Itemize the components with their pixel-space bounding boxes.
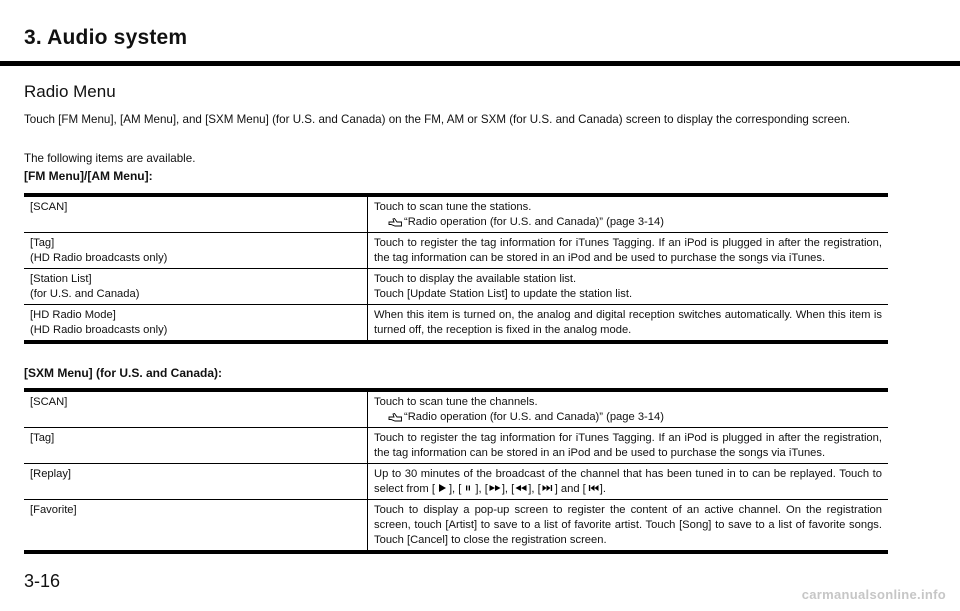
reference-text: “Radio operation (for U.S. and Canada)” (page 3-14) [404, 216, 664, 228]
item-label: [Favorite] [30, 504, 77, 516]
item-label: [Station List] [30, 273, 92, 285]
separator-text: ], [ [448, 483, 462, 495]
item-label-note: (HD Radio broadcasts only) [30, 324, 168, 336]
and-text: ] and [ [554, 483, 586, 495]
item-label-note: (for U.S. and Canada) [30, 288, 140, 300]
header-rule [0, 61, 960, 66]
item-description: Touch to register the tag information for iTunes Tagging. If an iPod is plugged in after the registration, the tag information can be stored in an iPod and be used to purchase the songs via iTunes. [374, 432, 882, 459]
item-description: Touch to register the tag information for iTunes Tagging. If an iPod is plugged in after the registration, the tag information can be stored in an iPod and be used to purchase the songs via iTunes. [374, 237, 882, 264]
table-row [24, 500, 888, 553]
item-description: Touch to scan tune the channels. [374, 396, 538, 408]
intro-paragraph: Touch [FM Menu], [AM Menu], and [SXM Menu] (for U.S. and Canada) on the FM, AM or SXM (for U.S. and Canada) screen to display the corresponding screen. [24, 113, 851, 126]
end-text: ]. [599, 483, 607, 495]
table-row [24, 269, 888, 305]
table-row [24, 428, 888, 464]
skip-next-icon [541, 483, 555, 493]
page-reference[interactable] [374, 410, 882, 425]
page-number: 3-16 [24, 571, 61, 591]
item-label: [Tag] [30, 237, 55, 249]
item-label: [HD Radio Mode] [30, 309, 116, 321]
item-label-note: (HD Radio broadcasts only) [30, 252, 168, 264]
item-description: Up to 30 minutes of the broadcast of the channel that has been tuned in to can be replayed. Touch to select from [ [374, 468, 882, 495]
skip-previous-icon [586, 483, 600, 493]
items-note: The following items are available. [24, 152, 196, 165]
watermark: carmanualsonline.info [801, 587, 946, 602]
page-reference[interactable] [374, 215, 882, 230]
item-description: When this item is turned on, the analog and digital reception switches automatically. When this item is turned off, the reception is fixed in the analog mode. [374, 309, 882, 336]
sxm-menu-heading: [SXM Menu] (for U.S. and Canada): [24, 366, 222, 380]
item-description: Touch to display a pop-up screen to register the content of an active channel. On the registration screen, touch [Artist] to save to a list of favorite artist. Touch [Song] to save to a list of favorite songs. Touch [Cancel] to close the registration screen. [374, 504, 882, 546]
separator-text: ], [ [501, 483, 515, 495]
table-row [24, 464, 888, 500]
play-icon [435, 483, 449, 493]
item-label: [SCAN] [30, 396, 68, 408]
sxm-menu-table [24, 388, 888, 554]
table-row [24, 195, 888, 233]
item-label: [Tag] [30, 432, 55, 444]
reference-text: “Radio operation (for U.S. and Canada)” (page 3-14) [404, 411, 664, 423]
separator-text: ], [ [475, 483, 488, 495]
fm-am-menu-heading: [FM Menu]/[AM Menu]: [24, 169, 153, 183]
item-label: [Replay] [30, 468, 72, 480]
table-row [24, 390, 888, 428]
separator-text: ], [ [528, 483, 541, 495]
table-row [24, 233, 888, 269]
pause-icon [461, 483, 475, 493]
fast-forward-icon [488, 483, 502, 493]
chapter-title: 3. Audio system [24, 26, 188, 49]
reference-hand-icon [388, 216, 403, 227]
rewind-icon [514, 483, 528, 493]
section-title: Radio Menu [24, 82, 116, 101]
item-description: Touch to scan tune the stations. [374, 201, 532, 213]
item-description-extra: Touch [Update Station List] to update the station list. [374, 288, 633, 300]
table-row [24, 305, 888, 343]
fm-am-menu-table [24, 193, 888, 344]
reference-hand-icon [388, 411, 403, 422]
item-description: Touch to display the available station list. [374, 273, 577, 285]
item-label: [SCAN] [30, 201, 68, 213]
